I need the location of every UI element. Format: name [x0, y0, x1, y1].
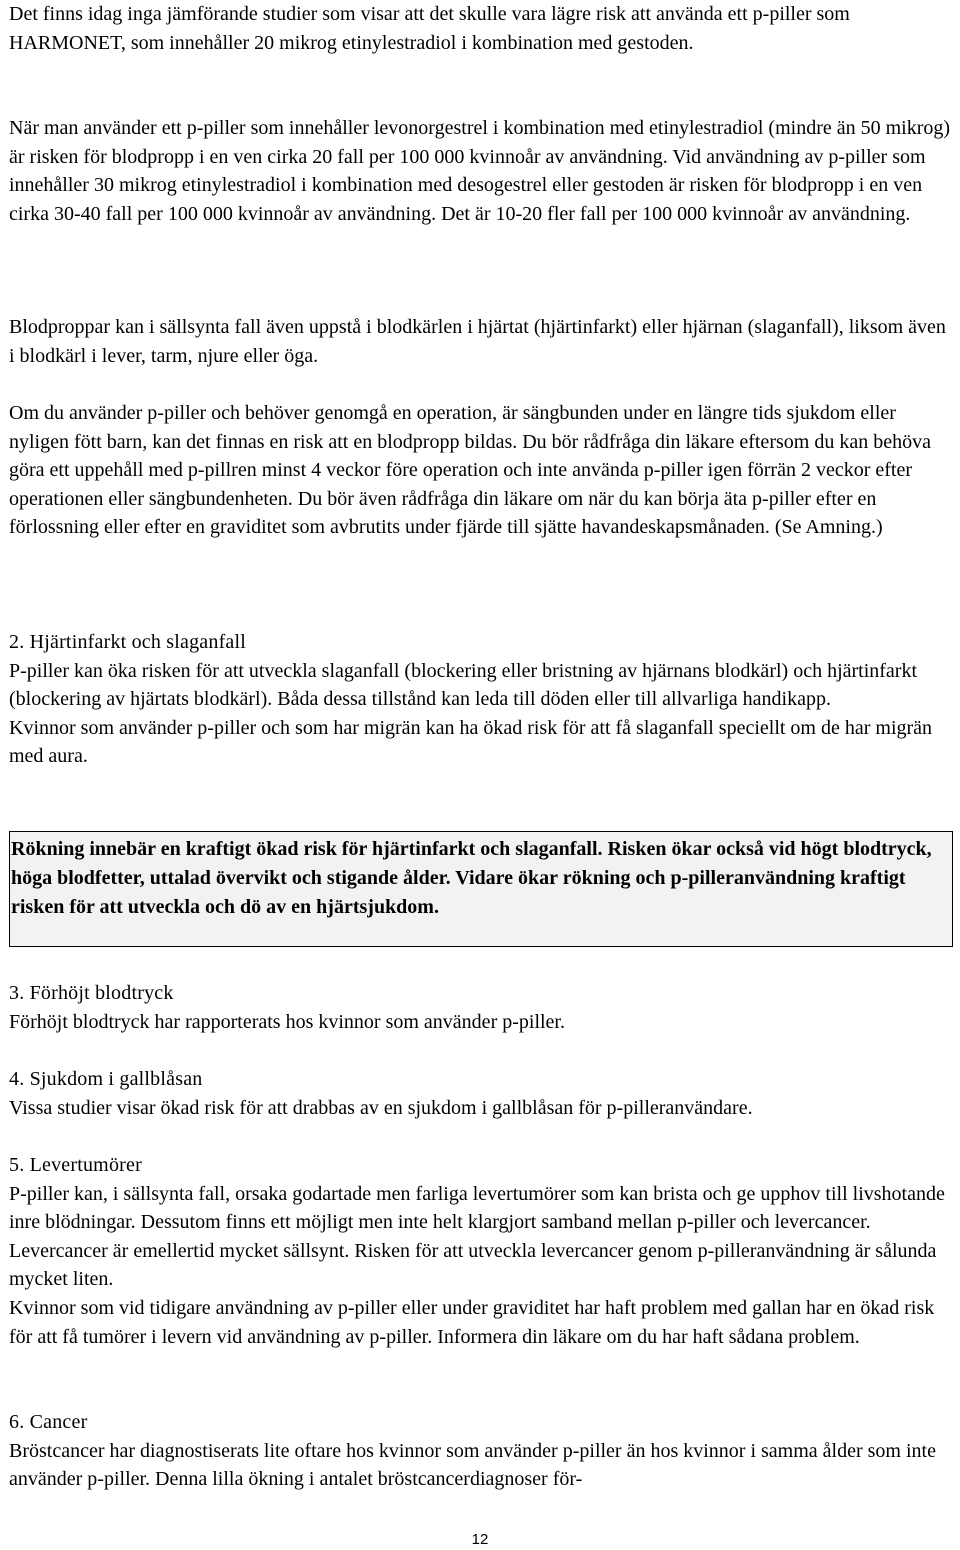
paragraph-surgery-advice	[9, 399, 953, 542]
paragraph-comparison-studies	[9, 0, 953, 57]
section-text: Förhöjt blodtryck har rapporterats hos kvinnor som använder p-piller.	[9, 1010, 565, 1033]
paragraph-text: Det finns idag inga jämförande studier som visar att det skulle vara lägre risk att använda ett p-piller som HARMONET, som innehåller 20 mikrog etinylestradiol i kombination med gestoden.	[9, 3, 850, 54]
section-text: Kvinnor som använder p-piller och som har migrän kan ha ökad risk för att få slaganfall speciellt om de har migrän med aura.	[9, 716, 933, 768]
smoking-warning-box	[9, 831, 953, 947]
section-heading: 2. Hjärtinfarkt och slaganfall	[9, 631, 247, 653]
section-high-blood-pressure	[9, 979, 953, 1036]
section-liver-tumors	[9, 1151, 953, 1351]
section-heading: 3. Förhöjt blodtryck	[9, 982, 174, 1004]
section-heading: 4. Sjukdom i gallblåsan	[9, 1068, 203, 1090]
paragraph-text: Om du använder p-piller och behöver genomgå en operation, är sängbunden under en längre tids sjukdom eller nyligen fött barn, kan det finnas en risk att en blodpropp bildas. Du bör rådfråga din läkare eftersom du kan behöva göra ett uppehåll med p-pillren minst 4 veckor före operation och inte använda p-piller igen förrän 2 veckor efter operationen eller sängbundenheten. Du bör även rådfråga din läkare om när du kan börja äta p-piller efter en förlossning eller efter en graviditet som avbrutits under fjärde till sjätte havandeskapsmånaden. (Se Amning.)	[9, 402, 931, 539]
section-text: Kvinnor som vid tidigare användning av p-piller eller under graviditet har haft problem med gallan har en ökad risk för att få tumörer i levern vid användning av p-piller. Informera din läkare om du har haft sådana problem.	[9, 1296, 935, 1348]
section-heading: 5. Levertumörer	[9, 1154, 142, 1176]
section-text: P-piller kan, i sällsynta fall, orsaka godartade men farliga levertumörer som kan brista och ge upphov till livshotande inre blödningar. Dessutom finns ett möjligt men inte helt klargjort samband mellan p-piller och levercancer. Levercancer är emellertid mycket sällsynt. Risken för att utveckla levercancer genom p-pilleranvändning är sålunda mycket liten.	[9, 1182, 945, 1291]
paragraph-text: När man använder ett p-piller som innehåller levonorgestrel i kombination med etinylestradiol (mindre än 50 mikrog) är risken för blodpropp i en ven cirka 20 fall per 100 000 kvinnoår av användning. Vid användning av p-piller som innehåller 30 mikrog etinylestradiol i kombination med desogestrel eller gestoden är risken för blodpropp i en ven cirka 30-40 fall per 100 000 kvinnoår av användning. Det är 10-20 fler fall per 100 000 kvinnoår av användning.	[9, 117, 951, 225]
section-heading: 6. Cancer	[9, 1411, 88, 1433]
section-text: P-piller kan öka risken för att utveckla slaganfall (blockering eller bristning av hjärnans blodkärl) och hjärtinfarkt (blockering av hjärtats blodkärl). Båda dessa tillstånd kan leda till döden eller till allvarliga handikapp.	[9, 659, 918, 711]
paragraph-blood-clots-organs	[9, 313, 953, 370]
warning-text: Rökning innebär en kraftigt ökad risk för hjärtinfarkt och slaganfall. Risken ökar också vid högt blodtryck, höga blodfetter, uttalad övervikt och stigande ålder. Vidare ökar rökning och p-pilleranvändning kraftigt risken för att utveckla och dö av en hjärtsjukdom.	[11, 838, 932, 919]
section-gallbladder	[9, 1065, 953, 1122]
paragraph-text: Blodproppar kan i sällsynta fall även uppstå i blodkärlen i hjärtat (hjärtinfarkt) eller hjärnan (slaganfall), liksom även i blodkärl i lever, tarm, njure eller öga.	[9, 316, 946, 367]
section-cancer	[9, 1408, 953, 1494]
page-number: 12	[471, 1531, 489, 1548]
section-heart-attack-stroke	[9, 628, 953, 771]
section-text: Bröstcancer har diagnostiserats lite oftare hos kvinnor som använder p-piller än hos kvinnor i samma ålder som inte använder p-piller. Denna lilla ökning i antalet bröstcancerdiagnoser för-	[9, 1439, 936, 1491]
paragraph-blood-clot-risk	[9, 114, 953, 228]
section-text: Vissa studier visar ökad risk för att drabbas av en sjukdom i gallblåsan för p-pilleranvändare.	[9, 1096, 753, 1119]
